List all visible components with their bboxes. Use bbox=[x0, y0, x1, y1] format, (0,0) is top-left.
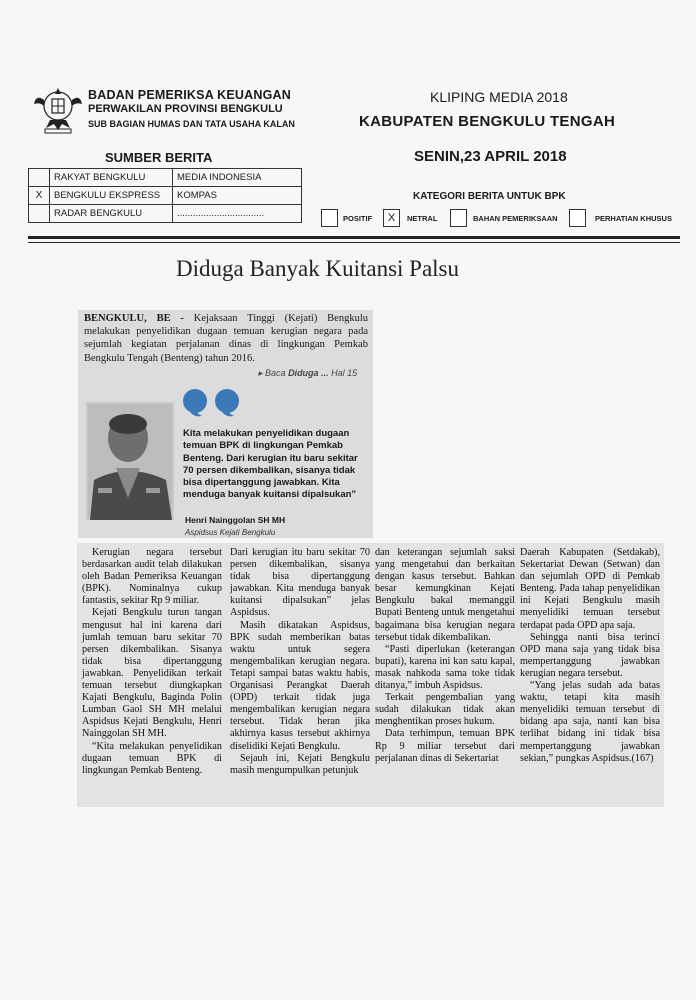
lead-text: Kejaksaan Tinggi (Kejati) Bengkulu melakukan penyelidikan dugaan temuan kerugian negara pada sejumlah kegiatan perjalanan dinas di lingkungan Pemkab Bengkulu Tengah (Benteng) tahun 2016. bbox=[84, 313, 368, 364]
paragraph: “Kita melakukan penyelidikan dugaan temuan BPK di lingkungan Pemkab Benteng. bbox=[82, 740, 222, 776]
source-row bbox=[29, 187, 302, 205]
paragraph: Dari kerugian itu baru sekitar 70 persen dikembalikan, sisanya tidak bisa dipertanggung jawabkan. Kita menduga banyak kuitansi dipalsukan” jelas Aspidsus. bbox=[230, 547, 370, 619]
paragraph: “Yang jelas sudah ada batas waktu, tetapi kita masih menyelidiki temuan tersebut di bidang apa saja, nanti kan bisa terlihat bidang ini tidak bisa mempertanggung jawabkan sekian,” pungkas Aspidsus.(167) bbox=[520, 680, 660, 764]
header-divider-thin bbox=[28, 242, 680, 243]
quote-source-role: Aspidsus Kejati Bengkulu bbox=[185, 528, 276, 537]
publication-date: SENIN,23 APRIL 2018 bbox=[414, 148, 567, 165]
article-lead bbox=[84, 312, 368, 365]
article-column-4 bbox=[520, 547, 660, 765]
source-mark bbox=[29, 205, 50, 223]
source-name: RAKYAT BENGKULU bbox=[50, 169, 173, 187]
continued-reference: ▸ Baca Diduga ... Hal 15 bbox=[258, 368, 358, 378]
article-headline: Diduga Banyak Kuitansi Palsu bbox=[176, 256, 459, 281]
source-table bbox=[28, 168, 302, 223]
category-label: POSITIF bbox=[343, 214, 373, 223]
source-row bbox=[29, 169, 302, 187]
category-label: BAHAN PEMERIKSAAN bbox=[473, 214, 558, 223]
article-column-1 bbox=[82, 547, 222, 777]
category-label: PERHATIAN KHUSUS bbox=[595, 214, 672, 223]
kabupaten-title: KABUPATEN BENGKULU TENGAH bbox=[359, 113, 616, 130]
category-checkbox-netral[interactable]: X bbox=[383, 209, 400, 227]
source-mark bbox=[29, 169, 50, 187]
paragraph: Sejauh ini, Kejati Bengkulu masih mengumpulkan petunjuk bbox=[230, 752, 370, 776]
source-name: RADAR BENGKULU bbox=[50, 205, 173, 223]
paragraph: Kejati Bengkulu turun tangan mengusut hal ini karena dari jumlah temuan baru sekitar 70 persen dikembalikan. Sisanya tidak bisa dipertanggung jawabkan. Penyelidikan terkait temuan tersebut diungkapkan Kajati Bengkulu, Baginda Polin Lumban Gaol SH MH melalui Aspidsus Kejati Bengkulu, Henri Nainggolan SH MH. bbox=[82, 607, 222, 740]
category-checkbox-positif[interactable] bbox=[321, 209, 338, 227]
category-label: NETRAL bbox=[407, 214, 438, 223]
article-column-2 bbox=[230, 547, 370, 777]
dateline: BENGKULU, BE - bbox=[84, 313, 184, 324]
paragraph: Kerugian negara tersebut berdasarkan audit telah dilakukan oleh Badan Pemeriksa Keuangan (BPK). Nominalnya cukup fantastis, sekitar Rp 9 miliar. bbox=[82, 547, 222, 607]
source-mark: X bbox=[29, 187, 50, 205]
paragraph: Data terhimpun, temuan BPK Rp 9 miliar tersebut dari perjalanan dinas di Sekertariat bbox=[375, 728, 515, 764]
paragraph: Sehingga nanti bisa terinci OPD mana saja yang tidak bisa mempertanggung jawabkan kerugian negara tersebut. bbox=[520, 631, 660, 679]
portrait-photo bbox=[86, 402, 174, 520]
paragraph: Daerah Kabupaten (Setdakab), Sekertariat Dewan (Setwan) dan dan sejumlah OPD di Pemkab Benteng. Pada tahap penyelidikan ini Kejati Bengkulu masih menyelidiki temuan tersebut terdapat pada OPD apa saja. bbox=[520, 547, 660, 631]
paragraph: Masih dikatakan Aspidsus, BPK sudah memberikan batas waktu untuk segera mengembalikan kerugian negara. Tetapi sampai batas waktu habis, Organisasi Perangkat Daerah (OPD) terkait tidak juga mengembalikan kerugian negara tersebut. Tidak heran jika akhirnya kasus tersebut akhirnya diselidiki Kejati Bengkulu. bbox=[230, 619, 370, 752]
source-row bbox=[29, 205, 302, 223]
kliping-title: KLIPING MEDIA 2018 bbox=[430, 89, 568, 105]
org-name: BADAN PEMERIKSA KEUANGAN bbox=[88, 88, 291, 102]
paragraph: Terkait pengembalian yang sudah dilakukan tidak akan menghentikan proses hukum. bbox=[375, 692, 515, 728]
source-name: MEDIA INDONESIA bbox=[173, 169, 302, 187]
quote-source-name: Henri Nainggolan SH MH bbox=[185, 515, 286, 525]
article-column-3 bbox=[375, 547, 515, 765]
pull-quote: Kita melakukan penyelidikan dugaan temuan BPK di lingkungan Pemkab Benteng. Dari kerugian itu baru sekitar 70 persen dikembalikan, sisanya tidak bisa dipertanggung jawabkan. Kita menduga banyak kuitansi dipalsukan” bbox=[183, 428, 358, 501]
baca-page: Hal 15 bbox=[331, 368, 358, 378]
quote-mark-icon bbox=[180, 388, 246, 418]
category-checkbox-bahan-pemeriksaan[interactable] bbox=[450, 209, 467, 227]
org-region: PERWAKILAN PROVINSI BENGKULU bbox=[88, 103, 283, 115]
org-division: SUB BAGIAN HUMAS DAN TATA USAHA KALAN bbox=[88, 119, 295, 129]
category-checkbox-perhatian-khusus[interactable] bbox=[569, 209, 586, 227]
kategori-title: KATEGORI BERITA UNTUK BPK bbox=[413, 191, 566, 202]
source-name: ................................. bbox=[173, 205, 302, 223]
paragraph: dan keterangan sejumlah saksi yang mengetahui dan berkaitan dengan kasus tersebut. Bahkan besar kemungkinan Kejati Bengkulu bakal memanggil Bupati Benteng untuk mengetahui bagaimana bisa kerugian negara tersebut tidak dikembalikan. bbox=[375, 547, 515, 643]
source-name: BENGKULU EKSPRESS bbox=[50, 187, 173, 205]
garuda-emblem-icon bbox=[32, 80, 84, 136]
sumber-berita-title: SUMBER BERITA bbox=[105, 150, 213, 165]
paragraph: “Pasti diperlukan (keterangan bupati), karena ini kan satu kapal, masak nahkoda sama toke tidak ditanya,” imbuh Aspidsus. bbox=[375, 643, 515, 692]
baca-prefix: Baca bbox=[265, 368, 286, 378]
header-divider bbox=[28, 236, 680, 239]
baca-link: Diduga ... bbox=[288, 368, 329, 378]
source-name: KOMPAS bbox=[173, 187, 302, 205]
